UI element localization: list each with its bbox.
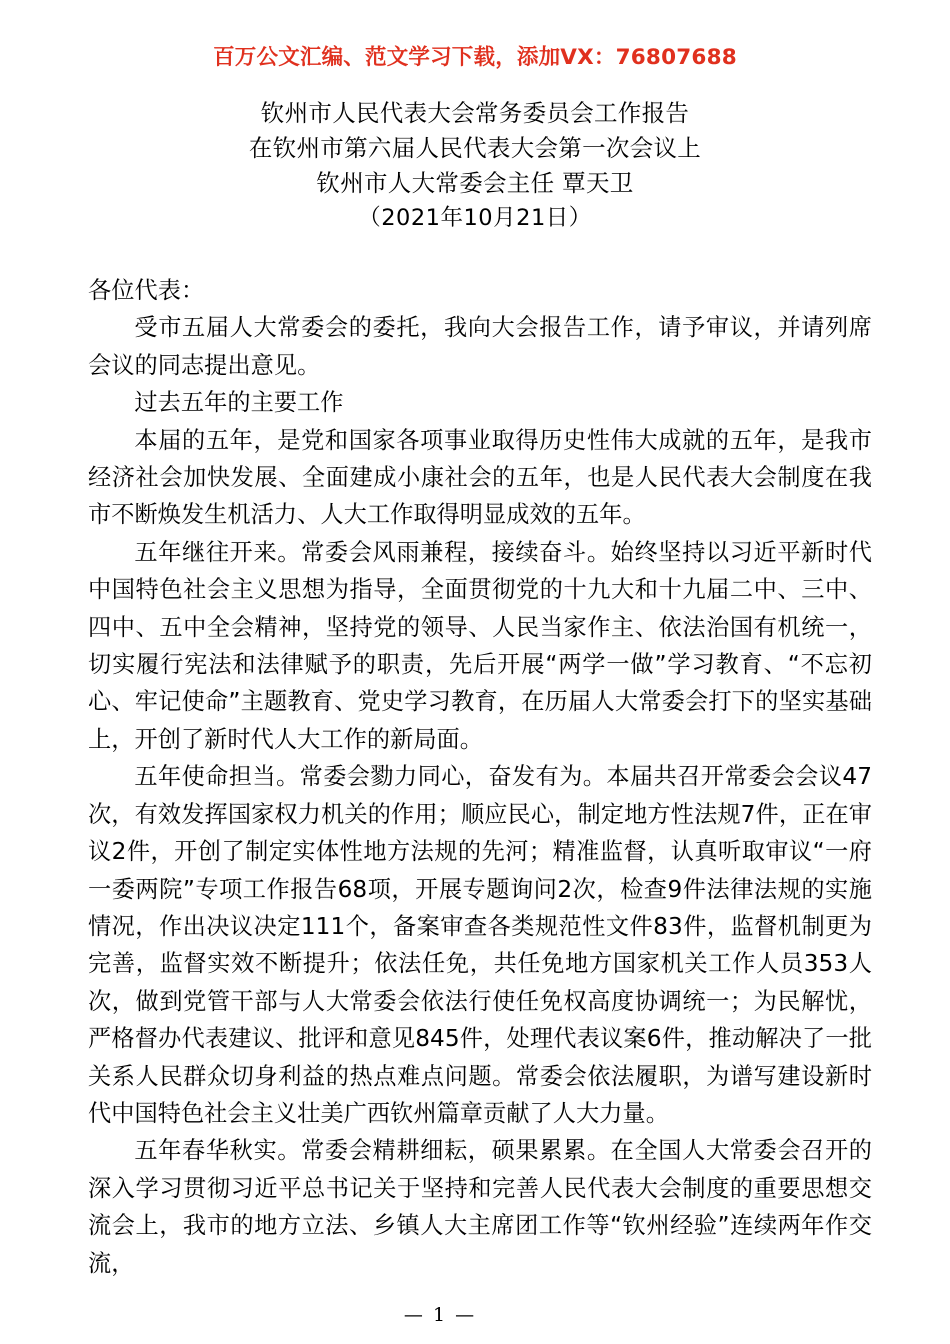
document-title-block	[0, 96, 950, 236]
paragraph-entrustment: 受市五届人大常委会的委托，我向大会报告工作，请予审议，并请列席会议的同志提出意见。	[88, 314, 872, 379]
title-line-2: 在钦州市第六届人民代表大会第一次会议上	[248, 134, 702, 162]
paragraph-section-heading: 过去五年的主要工作	[134, 389, 344, 417]
title-date: （2021年10月21日）	[358, 205, 592, 231]
title-line-1: 钦州市人民代表大会常务委员会工作报告	[260, 99, 690, 127]
promo-banner-text: 百万公文汇编、范文学习下载，添加VX：76807688	[213, 45, 737, 70]
paragraph-five-years-achievements: 五年春华秋实。常委会精耕细耘，硕果累累。在全国人大常委会召开的深入学习贯彻习近平总书记关于坚持和完善人民代表大会制度的重要思想交流会上，我市的地方立法、乡镇人大主席团工作等“钦州经验”连续两年作交流，	[88, 1137, 872, 1277]
page-footer	[0, 1304, 950, 1326]
document-body	[88, 272, 872, 1282]
paragraph-salutation: 各位代表：	[88, 277, 205, 304]
paragraph-five-years-mission: 五年使命担当。常委会勠力同心，奋发有为。本届共召开常委会会议47次，有效发挥国家权力机关的作用；顺应民心，制定地方性法规7件，正在审议2件，开创了制定实体性地方法规的先河；精准监督，认真听取审议“一府一委两院”专项工作报告68项，开展专题询问2次，检查9件法律法规的实施情况，作出决议决定111个，备案审查各类规范性文件83件，监督机制更为完善，监督实效不断提升；依法任免，共任免地方国家机关工作人员353人次，做到党管干部与人大常委会依法行使任免权高度协调统一；为民解忧，严格督办代表建议、批评和意见845件，处理代表议案6件，推动解决了一批关系人民群众切身利益的热点难点问题。常委会依法履职，为谱写建设新时代中国特色社会主义壮美广西钦州篇章贡献了人大力量。	[88, 763, 872, 1127]
paragraph-five-years-continuity: 五年继往开来。常委会风雨兼程，接续奋斗。始终坚持以习近平新时代中国特色社会主义思想为指导，全面贯彻党的十九大和十九届二中、三中、四中、五中全会精神，坚持党的领导、人民当家作主、依法治国有机统一，切实履行宪法和法律赋予的职责，先后开展“两学一做”学习教育、“不忘初心、牢记使命”主题教育、党史学习教育，在历届人大常委会打下的坚实基础上，开创了新时代人大工作的新局面。	[88, 538, 872, 753]
page-number: — 1 —	[403, 1304, 477, 1326]
paragraph-five-years-overview: 本届的五年，是党和国家各项事业取得历史性伟大成就的五年，是我市经济社会加快发展、全面建成小康社会的五年，也是人民代表大会制度在我市不断焕发生机活力、人大工作取得明显成效的五年。	[88, 426, 872, 529]
title-line-3-author: 钦州市人大常委会主任 覃天卫	[316, 169, 634, 197]
